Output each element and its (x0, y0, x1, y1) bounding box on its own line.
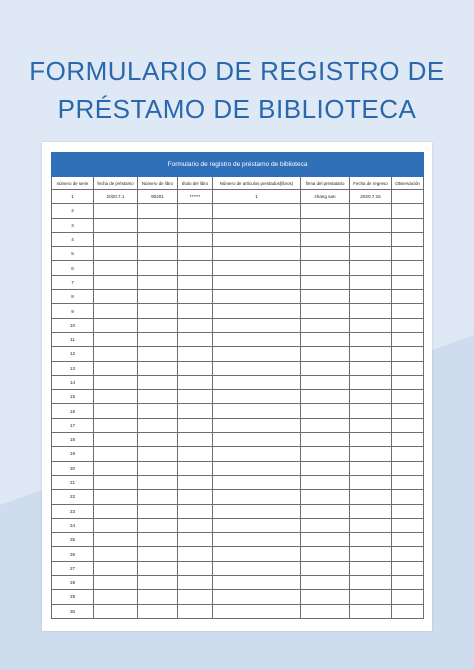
cell-loan-date (94, 461, 138, 475)
cell-borrower-signature (301, 518, 350, 532)
cell-book-number (138, 418, 178, 432)
cell-observation (392, 375, 424, 389)
cell-observation (392, 490, 424, 504)
cell-borrower-signature (301, 232, 350, 246)
cell-return-date (350, 218, 392, 232)
cell-serial-number: 13 (52, 361, 94, 375)
cell-loan-date (94, 275, 138, 289)
table-row (52, 190, 424, 204)
cell-loan-date (94, 332, 138, 346)
cell-items-borrowed (213, 204, 301, 218)
cell-borrower-signature (301, 390, 350, 404)
table-row (52, 232, 424, 246)
cell-book-number (138, 218, 178, 232)
table-row (52, 332, 424, 346)
cell-return-date (350, 318, 392, 332)
cell-book-title (178, 232, 213, 246)
cell-borrower-signature (301, 504, 350, 518)
cell-book-title (178, 433, 213, 447)
cell-book-title (178, 304, 213, 318)
cell-borrower-signature (301, 447, 350, 461)
cell-serial-number: 16 (52, 404, 94, 418)
column-header-observation: Observación (392, 177, 424, 190)
cell-loan-date (94, 204, 138, 218)
cell-items-borrowed (213, 461, 301, 475)
cell-return-date (350, 290, 392, 304)
cell-borrower-signature (301, 590, 350, 604)
cell-return-date (350, 361, 392, 375)
cell-items-borrowed (213, 447, 301, 461)
table-row (52, 533, 424, 547)
cell-return-date: 2020.7.15 (350, 190, 392, 204)
table-row (52, 261, 424, 275)
cell-book-number (138, 604, 178, 618)
cell-items-borrowed (213, 433, 301, 447)
cell-observation (392, 275, 424, 289)
cell-borrower-signature (301, 218, 350, 232)
cell-return-date (350, 490, 392, 504)
table-row (52, 247, 424, 261)
cell-book-number (138, 490, 178, 504)
cell-loan-date (94, 518, 138, 532)
cell-book-title (178, 218, 213, 232)
cell-return-date (350, 261, 392, 275)
column-header-items-borrowed: Número de artículos prestados(libros) (213, 177, 301, 190)
cell-borrower-signature (301, 475, 350, 489)
table-banner: Formulario de registro de préstamo de biblioteca (52, 153, 424, 177)
table-row (52, 390, 424, 404)
cell-items-borrowed: 1 (213, 190, 301, 204)
cell-observation (392, 361, 424, 375)
cell-observation (392, 247, 424, 261)
cell-serial-number: 9 (52, 304, 94, 318)
cell-book-number (138, 290, 178, 304)
cell-book-title (178, 261, 213, 275)
cell-borrower-signature (301, 418, 350, 432)
cell-book-title (178, 247, 213, 261)
cell-return-date (350, 547, 392, 561)
cell-return-date (350, 447, 392, 461)
table-row (52, 433, 424, 447)
cell-serial-number: 18 (52, 433, 94, 447)
cell-observation (392, 504, 424, 518)
cell-items-borrowed (213, 518, 301, 532)
cell-serial-number: 1 (52, 190, 94, 204)
cell-loan-date (94, 504, 138, 518)
cell-observation (392, 332, 424, 346)
cell-loan-date (94, 404, 138, 418)
cell-book-title (178, 332, 213, 346)
cell-serial-number: 19 (52, 447, 94, 461)
cell-return-date (350, 576, 392, 590)
cell-serial-number: 20 (52, 461, 94, 475)
cell-items-borrowed (213, 247, 301, 261)
cell-observation (392, 390, 424, 404)
cell-book-number (138, 347, 178, 361)
cell-serial-number: 17 (52, 418, 94, 432)
cell-book-number (138, 375, 178, 389)
cell-book-number (138, 318, 178, 332)
cell-items-borrowed (213, 290, 301, 304)
cell-borrower-signature (301, 332, 350, 346)
cell-borrower-signature (301, 290, 350, 304)
cell-book-title (178, 504, 213, 518)
cell-book-title (178, 347, 213, 361)
cell-book-number (138, 404, 178, 418)
table-body (52, 190, 424, 619)
cell-loan-date (94, 304, 138, 318)
cell-serial-number: 3 (52, 218, 94, 232)
cell-observation (392, 461, 424, 475)
cell-observation (392, 304, 424, 318)
cell-book-number (138, 275, 178, 289)
table-row (52, 375, 424, 389)
cell-loan-date (94, 218, 138, 232)
cell-items-borrowed (213, 504, 301, 518)
cell-borrower-signature (301, 547, 350, 561)
cell-borrower-signature (301, 533, 350, 547)
cell-observation (392, 418, 424, 432)
column-header-row (52, 177, 424, 190)
table-row (52, 475, 424, 489)
cell-loan-date (94, 247, 138, 261)
cell-serial-number: 8 (52, 290, 94, 304)
cell-borrower-signature (301, 275, 350, 289)
cell-borrower-signature: zhang san (301, 190, 350, 204)
cell-loan-date (94, 447, 138, 461)
cell-serial-number: 29 (52, 590, 94, 604)
cell-borrower-signature (301, 490, 350, 504)
cell-serial-number: 26 (52, 547, 94, 561)
cell-return-date (350, 390, 392, 404)
cell-book-title (178, 361, 213, 375)
cell-return-date (350, 275, 392, 289)
cell-items-borrowed (213, 332, 301, 346)
cell-loan-date (94, 561, 138, 575)
cell-book-title (178, 275, 213, 289)
cell-return-date (350, 604, 392, 618)
cell-book-title (178, 204, 213, 218)
cell-borrower-signature (301, 361, 350, 375)
cell-book-number (138, 261, 178, 275)
cell-loan-date (94, 533, 138, 547)
cell-items-borrowed (213, 275, 301, 289)
cell-return-date (350, 347, 392, 361)
cell-book-title (178, 533, 213, 547)
table-row (52, 275, 424, 289)
cell-borrower-signature (301, 604, 350, 618)
cell-observation (392, 604, 424, 618)
cell-book-number (138, 518, 178, 532)
column-header-borrower-signature: firma del prestatario (301, 177, 350, 190)
table-row (52, 318, 424, 332)
cell-book-number (138, 590, 178, 604)
cell-return-date (350, 504, 392, 518)
cell-items-borrowed (213, 304, 301, 318)
cell-book-number (138, 204, 178, 218)
cell-items-borrowed (213, 533, 301, 547)
cell-book-number (138, 475, 178, 489)
cell-loan-date (94, 590, 138, 604)
cell-return-date (350, 418, 392, 432)
cell-book-number (138, 504, 178, 518)
cell-serial-number: 4 (52, 232, 94, 246)
cell-observation (392, 404, 424, 418)
cell-loan-date (94, 232, 138, 246)
cell-observation (392, 347, 424, 361)
column-header-return-date: Fecha de regreso (350, 177, 392, 190)
cell-return-date (350, 247, 392, 261)
cell-return-date (350, 461, 392, 475)
page-title-line-1: FORMULARIO DE REGISTRO DE (29, 56, 445, 86)
cell-book-number (138, 461, 178, 475)
cell-items-borrowed (213, 547, 301, 561)
cell-items-borrowed (213, 390, 301, 404)
cell-book-title (178, 418, 213, 432)
cell-book-title (178, 447, 213, 461)
cell-observation (392, 547, 424, 561)
cell-book-number (138, 247, 178, 261)
table-row (52, 290, 424, 304)
cell-loan-date (94, 576, 138, 590)
cell-book-title (178, 390, 213, 404)
cell-return-date (350, 332, 392, 346)
cell-observation (392, 232, 424, 246)
cell-loan-date (94, 347, 138, 361)
cell-book-number (138, 232, 178, 246)
cell-serial-number: 5 (52, 247, 94, 261)
cell-observation (392, 475, 424, 489)
cell-items-borrowed (213, 561, 301, 575)
cell-book-title (178, 404, 213, 418)
cell-items-borrowed (213, 318, 301, 332)
cell-loan-date (94, 290, 138, 304)
cell-serial-number: 2 (52, 204, 94, 218)
cell-loan-date (94, 418, 138, 432)
table-row (52, 404, 424, 418)
cell-loan-date: 2020.7.1 (94, 190, 138, 204)
cell-serial-number: 6 (52, 261, 94, 275)
cell-borrower-signature (301, 304, 350, 318)
table-row (52, 218, 424, 232)
column-header-serial-number: número de serie (52, 177, 94, 190)
table-row (52, 418, 424, 432)
cell-book-title (178, 547, 213, 561)
cell-loan-date (94, 375, 138, 389)
cell-serial-number: 22 (52, 490, 94, 504)
cell-book-title (178, 518, 213, 532)
cell-serial-number: 10 (52, 318, 94, 332)
cell-items-borrowed (213, 261, 301, 275)
cell-book-title (178, 590, 213, 604)
cell-loan-date (94, 475, 138, 489)
cell-serial-number: 21 (52, 475, 94, 489)
cell-return-date (350, 590, 392, 604)
cell-return-date (350, 561, 392, 575)
cell-borrower-signature (301, 318, 350, 332)
cell-book-title (178, 290, 213, 304)
table-row (52, 461, 424, 475)
table-row (52, 204, 424, 218)
cell-book-title (178, 561, 213, 575)
cell-observation (392, 561, 424, 575)
cell-serial-number: 23 (52, 504, 94, 518)
table-row (52, 604, 424, 618)
cell-book-title: ****** (178, 190, 213, 204)
cell-items-borrowed (213, 604, 301, 618)
table-row (52, 361, 424, 375)
cell-observation (392, 190, 424, 204)
cell-loan-date (94, 318, 138, 332)
cell-borrower-signature (301, 347, 350, 361)
cell-observation (392, 433, 424, 447)
cell-book-title (178, 318, 213, 332)
column-header-book-title: título del libro (178, 177, 213, 190)
cell-observation (392, 533, 424, 547)
cell-serial-number: 11 (52, 332, 94, 346)
page-title-line-2: PRÉSTAMO DE BIBLIOTECA (57, 94, 417, 124)
cell-observation (392, 590, 424, 604)
cell-serial-number: 28 (52, 576, 94, 590)
cell-serial-number: 7 (52, 275, 94, 289)
table-row (52, 547, 424, 561)
table-row (52, 504, 424, 518)
cell-observation (392, 518, 424, 532)
cell-book-number (138, 533, 178, 547)
cell-serial-number: 15 (52, 390, 94, 404)
cell-book-number (138, 332, 178, 346)
cell-serial-number: 30 (52, 604, 94, 618)
cell-book-number (138, 390, 178, 404)
cell-borrower-signature (301, 433, 350, 447)
table-row (52, 590, 424, 604)
cell-borrower-signature (301, 576, 350, 590)
cell-return-date (350, 433, 392, 447)
cell-observation (392, 318, 424, 332)
cell-return-date (350, 518, 392, 532)
page-title (0, 52, 474, 128)
cell-return-date (350, 533, 392, 547)
cell-serial-number: 24 (52, 518, 94, 532)
cell-items-borrowed (213, 232, 301, 246)
cell-observation (392, 290, 424, 304)
cell-return-date (350, 232, 392, 246)
cell-items-borrowed (213, 475, 301, 489)
cell-items-borrowed (213, 418, 301, 432)
table-row (52, 561, 424, 575)
form-sheet (42, 142, 432, 631)
cell-book-title (178, 461, 213, 475)
cell-observation (392, 576, 424, 590)
cell-observation (392, 218, 424, 232)
cell-loan-date (94, 490, 138, 504)
column-header-book-number: Número de libro (138, 177, 178, 190)
table-row (52, 490, 424, 504)
cell-book-title (178, 375, 213, 389)
table-row (52, 518, 424, 532)
cell-book-number (138, 361, 178, 375)
table-row (52, 304, 424, 318)
cell-book-title (178, 604, 213, 618)
cell-book-number (138, 447, 178, 461)
cell-loan-date (94, 390, 138, 404)
cell-book-number (138, 547, 178, 561)
cell-borrower-signature (301, 375, 350, 389)
cell-items-borrowed (213, 590, 301, 604)
cell-book-number (138, 561, 178, 575)
cell-items-borrowed (213, 490, 301, 504)
cell-return-date (350, 375, 392, 389)
cell-borrower-signature (301, 204, 350, 218)
cell-serial-number: 12 (52, 347, 94, 361)
cell-borrower-signature (301, 561, 350, 575)
cell-return-date (350, 304, 392, 318)
cell-items-borrowed (213, 404, 301, 418)
cell-book-title (178, 576, 213, 590)
cell-observation (392, 261, 424, 275)
cell-borrower-signature (301, 261, 350, 275)
cell-serial-number: 14 (52, 375, 94, 389)
cell-borrower-signature (301, 247, 350, 261)
cell-loan-date (94, 604, 138, 618)
cell-borrower-signature (301, 461, 350, 475)
cell-observation (392, 447, 424, 461)
loan-register-table (51, 152, 424, 619)
cell-serial-number: 25 (52, 533, 94, 547)
cell-observation (392, 204, 424, 218)
cell-loan-date (94, 547, 138, 561)
cell-borrower-signature (301, 404, 350, 418)
cell-book-title (178, 490, 213, 504)
cell-book-number (138, 433, 178, 447)
cell-return-date (350, 404, 392, 418)
cell-items-borrowed (213, 375, 301, 389)
table-row (52, 447, 424, 461)
cell-items-borrowed (213, 218, 301, 232)
cell-loan-date (94, 433, 138, 447)
cell-loan-date (94, 261, 138, 275)
cell-return-date (350, 475, 392, 489)
cell-book-title (178, 475, 213, 489)
cell-items-borrowed (213, 576, 301, 590)
cell-return-date (350, 204, 392, 218)
cell-book-number: 90201 (138, 190, 178, 204)
column-header-loan-date: fecha de préstamo (94, 177, 138, 190)
table-row (52, 347, 424, 361)
cell-loan-date (94, 361, 138, 375)
cell-items-borrowed (213, 361, 301, 375)
cell-items-borrowed (213, 347, 301, 361)
cell-book-number (138, 304, 178, 318)
cell-serial-number: 27 (52, 561, 94, 575)
cell-book-number (138, 576, 178, 590)
table-row (52, 576, 424, 590)
